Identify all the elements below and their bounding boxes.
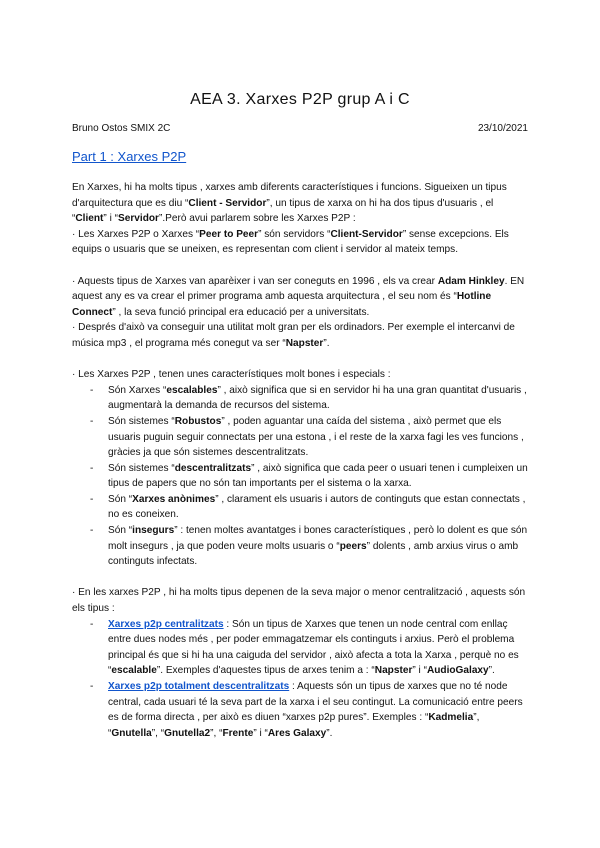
- list-item: - Són sistemes “Robustos” , poden aguantar una caída del sistema , això permet que els usuaris puguin seguir connectats per una estona , i el reste de la xarxa fagi les ves funcions , gràcies ja que són sistemes descentralitzats.: [108, 414, 530, 461]
- paragraph-intro: En Xarxes, hi ha molts tipus , xarxes amb diferents característiques i funcions. Sigueixen un tipus d'arquitectura que es diu “Client - Servidor”, un tipus de xarxa on hi ha dos tipus d'usuaris , el “Client” i “Servidor”.Però avui parlarem sobre les Xarxes P2P :: [72, 182, 507, 225]
- list-item: - Xarxes p2p centralitzats : Són un tipus de Xarxes que tenen un node central com enllaç entre dues nodes més , per poder emmagatzemar els continguts i arxius. Però el problema principal és que si hi ha una caiguda del servidor , això afecta a tota la Xarxa , perquè no es “escalable”. Exemples d'aquestes tipus de arxes tenim a : “Napster” i “AudioGalaxy”.: [108, 617, 530, 679]
- link-descentralitzats[interactable]: Xarxes p2p totalment descentralitzats: [108, 681, 290, 692]
- list-item: - Són “Xarxes anònimes” , clarament els usuaris i autors de continguts que estan connectats , no es coneixen.: [108, 492, 530, 523]
- date: 23/10/2021: [477, 123, 528, 134]
- paragraph-napster: · Després d'això va conseguir una utilitat molt gran per els ordinadors. Per exemple el intercanvi de música mp3 , el programa més conegut va ser “Napster”.: [72, 322, 515, 349]
- author: Bruno Ostos SMIX 2C: [72, 123, 171, 134]
- paragraph-types-intro: · En les xarxes P2P , hi ha molts tipus depenen de la seva major o menor centralització , aquests són els tipus :: [72, 587, 526, 615]
- paragraph-history: · Aquests tipus de Xarxes van aparèixer i van ser coneguts en 1996 , els va crear Adam Hinkley. EN aquest any es va crear el primer programa amb aquesta arquitectura , el seu nom és “Hotline Connect” , la seva funció principal era educació per a universitats.: [72, 275, 525, 318]
- section-title[interactable]: Part 1 : Xarxes P2P: [72, 149, 187, 164]
- paragraph-features-intro: · Les Xarxes P2P , tenen unes característiques molt bones i especials :: [72, 369, 391, 381]
- list-item: - Xarxes p2p totalment descentralitzats : Aquests són un tipus de xarxes que no té node central, cada usuari té la seva part de la xarxa i el seu contingut. La comunicació entre peers es de forma directa , per això es diuen “xarxes p2p pures”. Exemples : “Kadmelia”, “Gnutella”, “Gnutella2”, “Frente” i “Ares Galaxy”.: [108, 679, 530, 741]
- document-body: [72, 180, 530, 741]
- document-meta: [72, 123, 528, 137]
- features-list: [72, 383, 530, 570]
- link-centralitzats[interactable]: Xarxes p2p centralitzats: [108, 618, 224, 630]
- list-item: - Són Xarxes “escalables” , això significa que si en servidor hi ha una gran quantitat d'usuaris , augmentarà la demanda de recursos del sistema.: [108, 383, 530, 414]
- paragraph-p2p-definition: · Les Xarxes P2P o Xarxes “Peer to Peer” són servidors “Client-Servidor” sense excepcions. Els equips o usuaris que se uneixen, es representan com client i servidor al mateix temps.: [72, 228, 509, 256]
- types-list: [72, 617, 530, 742]
- list-item: - Són “insegurs” : tenen moltes avantatges i bones característiques , però lo dolent es que són molt insegurs , ja que poden veure molts usuaris o “peers” dolents , amb arxius virus o amb continguts infectats.: [108, 523, 530, 570]
- list-item: - Són sistemes “descentralitzats” , això significa que cada peer o usuari tenen i cumpleixen un tipus de papers que no són tan importants per el sistema o la xarxa.: [108, 461, 530, 492]
- document-title: AEA 3. Xarxes P2P grup A i C: [190, 91, 410, 108]
